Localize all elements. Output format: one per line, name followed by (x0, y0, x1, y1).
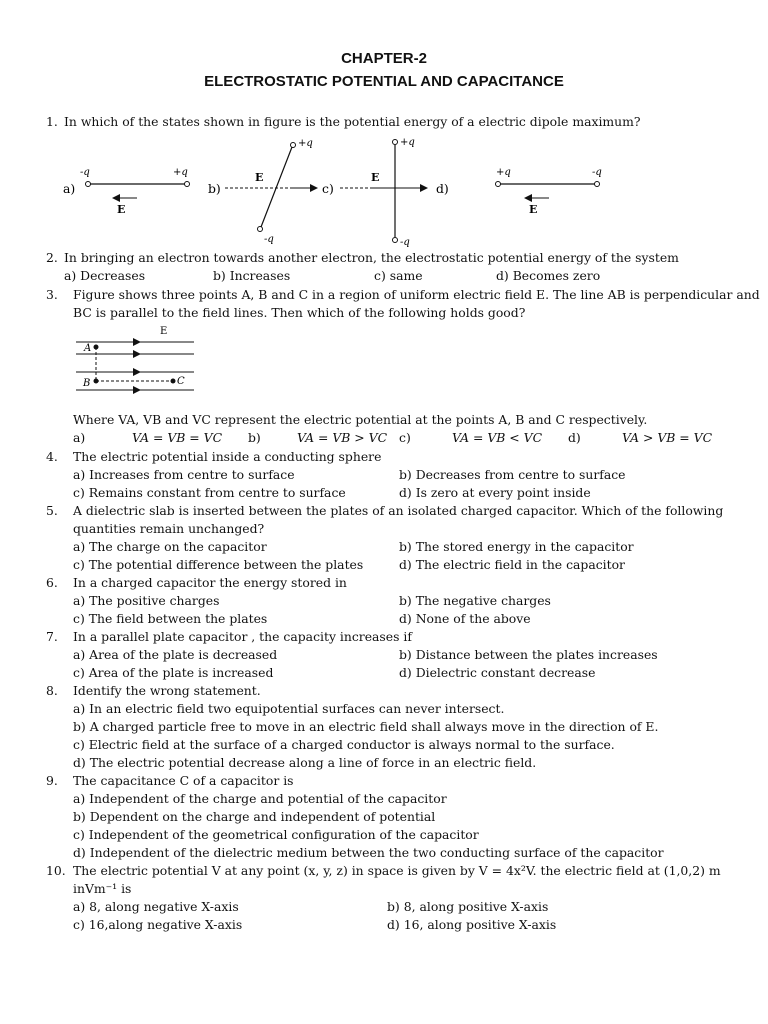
option-b-label: b) (248, 430, 261, 445)
option-c-label: c) (399, 430, 411, 445)
dipole-b-pos-label: +q (298, 138, 313, 149)
field-a-label: E (117, 203, 126, 216)
chapter-title: ELECTROSTATIC POTENTIAL AND CAPACITANCE (204, 73, 564, 90)
question-text: The capacitance C of a capacitor is (73, 773, 294, 788)
option-a: a) In an electric field two equipotential surfaces can never intersect. (73, 701, 505, 716)
option-b: b) The negative charges (399, 593, 551, 608)
option-d: d) 16, along positive X-axis (387, 917, 557, 932)
chapter-heading: CHAPTER-2 (341, 50, 427, 67)
option-c-expr: VA = VB < VC (452, 430, 543, 445)
dipole-c-pos-end (393, 140, 398, 145)
question-text-line2: inVm⁻¹ is (73, 881, 132, 896)
option-a: a) 8, along negative X-axis (73, 899, 239, 914)
question-number: 4. (46, 449, 58, 464)
option-c: c) 16,along negative X-axis (73, 917, 243, 932)
dipole-b-neg-label: -q (264, 234, 274, 245)
question-text: In which of the states shown in figure is the potential energy of a electric dipole maximum? (64, 114, 641, 129)
option-d: d) Becomes zero (496, 268, 601, 283)
question-text-line2: quantities remain unchanged? (73, 521, 265, 536)
option-c: c) The potential difference between the plates (73, 557, 364, 572)
point-c (171, 379, 176, 384)
field-label-e: E (160, 326, 168, 337)
question-text: In bringing an electron towards another electron, the electrostatic potential energy of the system (64, 250, 679, 265)
option-c: c) The field between the plates (73, 611, 268, 626)
question-number: 3. (46, 287, 58, 302)
question-number: 2. (46, 250, 58, 265)
option-d: d) The electric potential decrease along a line of force in an electric field. (73, 755, 537, 770)
option-d: d) None of the above (399, 611, 531, 626)
point-a (94, 345, 99, 350)
dipole-a-pos-end (185, 182, 190, 187)
dipole-a-pos-label: +q (173, 167, 188, 178)
dipole-d-pos-end (496, 182, 501, 187)
question-text-line1: A dielectric slab is inserted between the plates of an isolated charged capacitor. Which of the following (73, 503, 724, 518)
option-d-label: d) (568, 430, 581, 445)
dipole-d-pos-label: +q (496, 167, 511, 178)
point-b-label: B (83, 378, 91, 389)
dipole-c-pos-label: +q (400, 137, 415, 148)
question-number: 6. (46, 575, 58, 590)
option-a: a) Independent of the charge and potential of the capacitor (73, 791, 447, 806)
option-b-expr: VA = VB > VC (297, 430, 388, 445)
question-text: The electric potential inside a conducting sphere (73, 449, 382, 464)
option-d-label: d) (436, 181, 449, 196)
option-c: c) Electric field at the surface of a charged conductor is always normal to the surface. (73, 737, 615, 752)
point-a-label: A (84, 343, 92, 354)
option-d-expr: VA > VB = VC (622, 430, 713, 445)
dipole-b-pos-end (291, 143, 296, 148)
point-c-label: C (177, 376, 185, 387)
dipole-a-neg-label: -q (80, 167, 90, 178)
field-b-label: E (255, 171, 264, 184)
option-c: c) Area of the plate is increased (73, 665, 274, 680)
question-number: 1. (46, 114, 58, 129)
option-d: d) Dielectric constant decrease (399, 665, 596, 680)
option-b: b) Increases (213, 268, 291, 283)
option-b: b) A charged particle free to move in an electric field shall always move in the direction of E. (73, 719, 659, 734)
point-b (94, 379, 99, 384)
option-b: b) Dependent on the charge and independent of potential (73, 809, 436, 824)
question-text: In a parallel plate capacitor , the capacity increases if (73, 629, 412, 644)
option-d: d) Is zero at every point inside (399, 485, 591, 500)
field-d-label: E (529, 203, 538, 216)
option-a: a) Increases from centre to surface (73, 467, 295, 482)
option-c: c) same (374, 268, 423, 283)
uniform-field-figure (70, 322, 210, 394)
option-a: a) The charge on the capacitor (73, 539, 267, 554)
option-d: d) Independent of the dielectric medium between the two conducting surface of the capacitor (73, 845, 664, 860)
dipole-c-neg-end (393, 238, 398, 243)
option-a: a) Area of the plate is decreased (73, 647, 278, 662)
option-a: a) The positive charges (73, 593, 220, 608)
dipole-c-neg-label: -q (400, 237, 410, 248)
option-b-label: b) (208, 181, 221, 196)
question-number: 8. (46, 683, 58, 698)
option-c-label: c) (322, 181, 334, 196)
option-c: c) Remains constant from centre to surface (73, 485, 346, 500)
option-b: b) 8, along positive X-axis (387, 899, 549, 914)
dipole-d-neg-end (595, 182, 600, 187)
question-text: Identify the wrong statement. (73, 683, 261, 698)
question-text-line1: The electric potential V at any point (x, y, z) in space is given by V = 4x²V. the electric field at (1,0,2) m (73, 863, 721, 878)
dipole-states-figure (55, 135, 675, 250)
option-a: a) Decreases (64, 268, 146, 283)
where-statement: Where VA, VB and VC represent the electric potential at the points A, B and C respectively. (73, 412, 648, 427)
dipole-b-neg-end (258, 227, 263, 232)
question-number: 5. (46, 503, 58, 518)
option-b: b) Decreases from centre to surface (399, 467, 626, 482)
option-c: c) Independent of the geometrical configuration of the capacitor (73, 827, 479, 842)
option-a-label: a) (73, 430, 86, 445)
option-d: d) The electric field in the capacitor (399, 557, 625, 572)
option-a-expr: VA = VB = VC (132, 430, 223, 445)
question-text-line1: Figure shows three points A, B and C in a region of uniform electric field E. The line AB is perpendicular and (73, 287, 760, 302)
question-number: 9. (46, 773, 58, 788)
dipole-d-neg-label: -q (592, 167, 602, 178)
question-text-line2: BC is parallel to the field lines. Then which of the following holds good? (73, 305, 526, 320)
question-number: 7. (46, 629, 58, 644)
dipole-b-axis (261, 147, 292, 227)
field-c-label: E (371, 171, 380, 184)
question-text: In a charged capacitor the energy stored in (73, 575, 347, 590)
question-number: 10. (46, 863, 66, 878)
dipole-a-neg-end (86, 182, 91, 187)
option-a-label: a) (63, 181, 76, 196)
option-b: b) Distance between the plates increases (399, 647, 658, 662)
option-b: b) The stored energy in the capacitor (399, 539, 634, 554)
